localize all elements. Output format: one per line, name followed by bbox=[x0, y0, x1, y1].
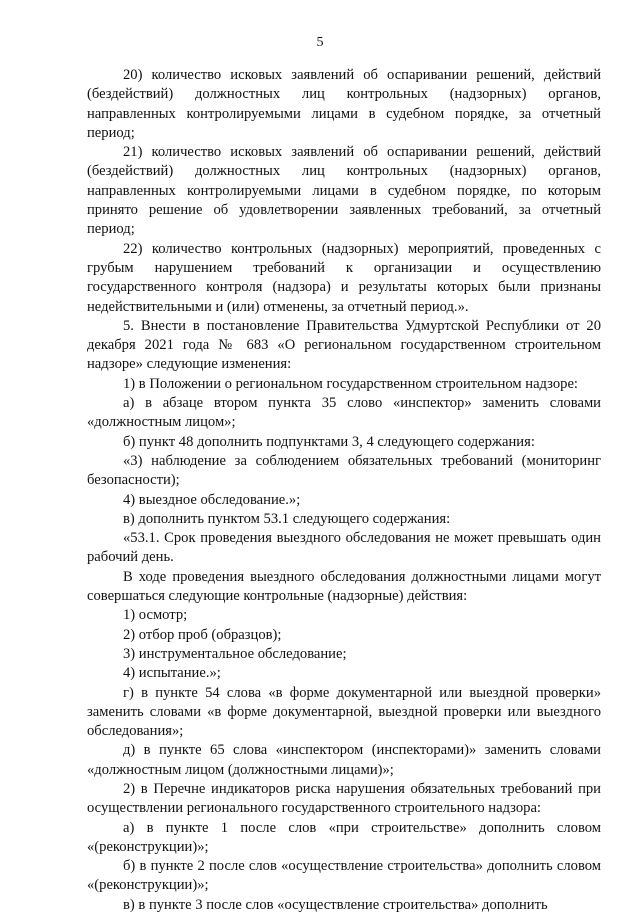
paragraph-amend-d: д) в пункте 65 слова «инспектором (инспекторами)» заменить словами «должностным лицом (должностными лицами)»; bbox=[87, 742, 601, 778]
document-body bbox=[87, 66, 601, 915]
list-item-inspection: 1) осмотр; bbox=[123, 607, 188, 624]
list-item-sampling: 2) отбор проб (образцов); bbox=[123, 626, 282, 643]
paragraph-quote-53-1: «53.1. Срок проведения выездного обследования не может превышать один рабочий день. bbox=[87, 530, 601, 566]
paragraph-risk-b: б) в пункте 2 после слов «осуществление строительства» дополнить словом «(реконструкции)»; bbox=[87, 858, 601, 894]
paragraph-quote-4: 4) выездное обследование.»; bbox=[123, 491, 301, 508]
page-number: 5 bbox=[316, 35, 324, 50]
paragraph-quote-3: «3) наблюдение за соблюдением обязательных требований (мониторинг безопасности); bbox=[87, 452, 601, 489]
paragraph-amend-v: в) дополнить пунктом 53.1 следующего содержания: bbox=[123, 510, 451, 527]
list-item-instrumental: 3) инструментальное обследование; bbox=[123, 645, 347, 662]
paragraph-subsection-1: 1) в Положении о региональном государственном строительном надзоре: bbox=[123, 375, 578, 392]
paragraph-amend-a: а) в абзаце втором пункта 35 слово «инспектор» заменить словами «должностным лицом»; bbox=[87, 395, 601, 431]
paragraph-risk-v: в) в пункте 3 после слов «осуществление строительства» дополнить bbox=[123, 896, 548, 913]
paragraph-item-20: 20) количество исковых заявлений об оспаривании решений, действий (бездействий) должностных лиц контрольных (надзорных) органов, направленных контролируемыми лицами в судебном порядке, за отчетный период; bbox=[87, 67, 601, 141]
paragraph-item-21: 21) количество исковых заявлений об оспаривании решений, действий (бездействий) должностных лиц контрольных (надзорных) органов, направленных контролируемыми лицами в судебном порядке, по которым принято решение об удовлетворении заявленных требований, за отчетный период; bbox=[87, 144, 601, 238]
paragraph-risk-a: а) в пункте 1 после слов «при строительстве» дополнить словом «(реконструкции)»; bbox=[87, 819, 601, 855]
paragraph-section-5: 5. Внести в постановление Правительства Удмуртской Республики от 20 декабря 2021 года № 683 «О региональном государственном строительном надзоре» следующие изменения: bbox=[87, 317, 601, 373]
paragraph-amend-g: г) в пункте 54 слова «в форме документарной или выездной проверки» заменить словами «в форме документарной, выездной проверки или выездного обследования»; bbox=[87, 684, 601, 740]
paragraph-subsection-2: 2) в Перечне индикаторов риска нарушения обязательных требований при осуществлении регионального государственного строительного надзора: bbox=[87, 780, 601, 817]
paragraph-amend-b: б) пункт 48 дополнить подпунктами 3, 4 следующего содержания: bbox=[123, 433, 535, 450]
paragraph-inspection-actions: В ходе проведения выездного обследования должностными лицами могут совершаться следующие контрольные (надзорные) действия: bbox=[87, 568, 601, 605]
list-item-testing: 4) испытание.»; bbox=[123, 665, 221, 682]
paragraph-item-22: 22) количество контрольных (надзорных) мероприятий, проведенных с грубым нарушением требований к организации и осуществлению государственного контроля (надзора) и результаты которых были признаны недействительными и (или) отменены, за отчетный период.». bbox=[87, 240, 601, 315]
